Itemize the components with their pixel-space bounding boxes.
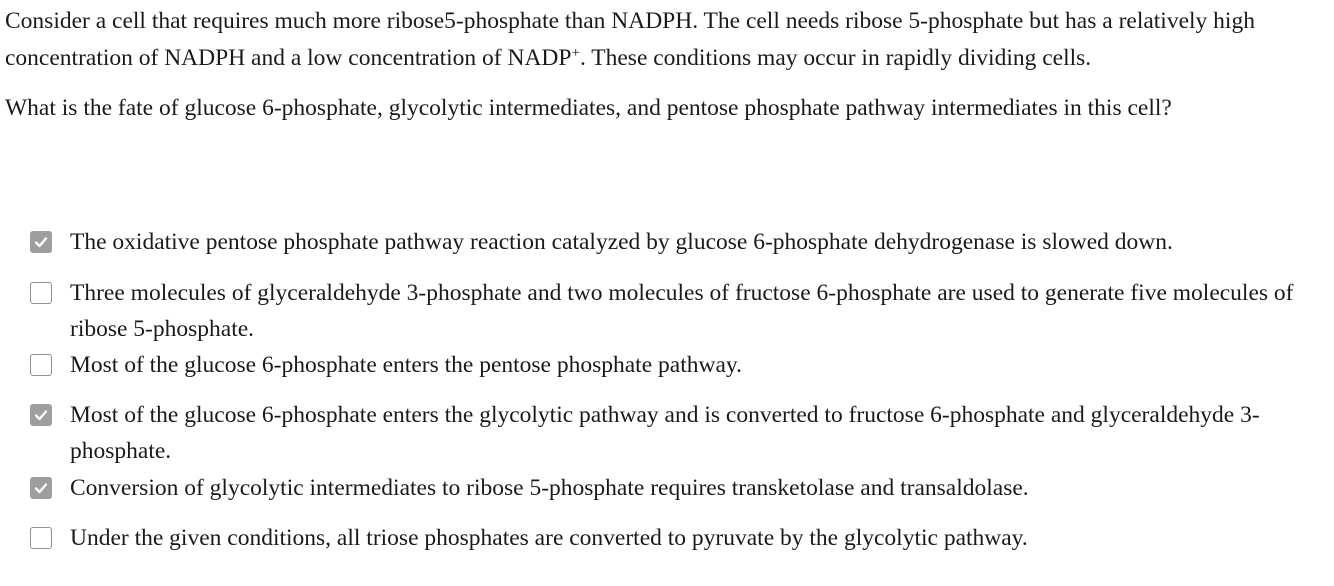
answer-option[interactable] [30,224,1330,260]
answer-option[interactable] [30,397,1330,469]
answer-option-label: The oxidative pentose phosphate pathway reaction catalyzed by glucose 6-phosphate dehydrogenase is slowed down. [70,229,1173,255]
intro-text-part1: Consider a cell that requires much more ribose5-phosphate than NADPH. The cell needs ribose 5-phosphate but has a relatively high concentration of NADPH and a low concentration of NADP [5,8,1255,71]
intro-superscript: + [571,45,580,61]
checkbox-unchecked[interactable] [30,354,52,376]
intro-text-part2: . These conditions may occur in rapidly dividing cells. [579,45,1092,71]
answer-option-label: Three molecules of glyceraldehyde 3-phosphate and two molecules of fructose 6-phosphate are used to generate five molecules of ribose 5-phosphate. [70,280,1294,342]
checkbox-unchecked[interactable] [30,527,52,549]
answer-option-label: Most of the glucose 6-phosphate enters the pentose phosphate pathway. [70,352,742,378]
answer-option[interactable] [30,520,1330,556]
question-prompt: What is the fate of glucose 6-phosphate, glycolytic intermediates, and pentose phosphate pathway intermediates in this cell? [5,95,1172,121]
answer-option[interactable] [30,470,1330,506]
checkmark-icon [33,480,49,496]
checkbox-checked[interactable] [30,477,52,499]
checkmark-icon [33,407,49,423]
answer-option-label: Conversion of glycolytic intermediates to ribose 5-phosphate requires transketolase and transaldolase. [70,475,1029,501]
answer-option[interactable] [30,275,1330,347]
checkbox-checked[interactable] [30,404,52,426]
checkbox-unchecked[interactable] [30,282,52,304]
checkmark-icon [33,234,49,250]
checkbox-checked[interactable] [30,231,52,253]
answer-option-label: Under the given conditions, all triose phosphates are converted to pyruvate by the glycolytic pathway. [70,525,1028,551]
answer-option-label: Most of the glucose 6-phosphate enters the glycolytic pathway and is converted to fructose 6-phosphate and glyceraldehyde 3-phosphate. [70,402,1260,464]
answer-option[interactable] [30,347,1330,383]
